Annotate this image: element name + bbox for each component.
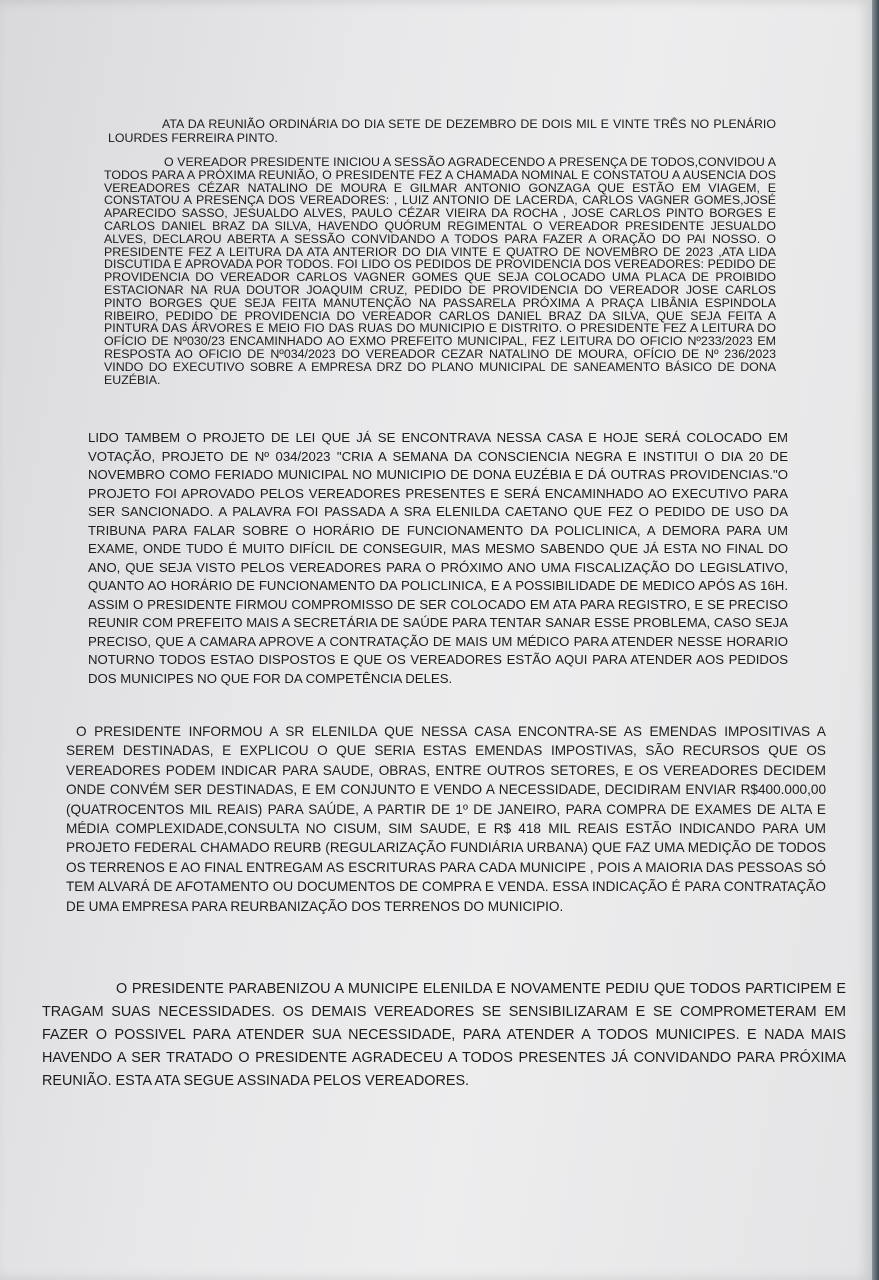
minutes-paragraph-4 [42,978,846,1093]
minutes-heading [108,118,776,146]
page-edge-shadow [872,0,879,1280]
heading-text: ATA DA REUNIÃO ORDINÁRIA DO DIA SETE DE DEZEMBRO DE DOIS MIL E VINTE TRÊS NO PLENÁRIO LOURDES FERREIRA PINTO. [108,117,776,145]
paragraph-1-text: O VEREADOR PRESIDENTE INICIOU A SESSÃO AGRADECENDO A PRESENÇA DE TODOS,CONVIDOU A TODOS PARA A PRÓXIMA REUNIÃO, O PRESIDENTE FEZ A CHAMADA NOMINAL E CONSTATOU A AUSENCIA DOS VEREADORES CÉZAR NATALINO DE MOURA E GILMAR ANTONIO GONZAGA QUE ESTÃO EM VIAGEM, E CONSTATOU A PRESENÇA DOS VEREADORES: , LUIZ ANTONIO DE LACERDA, CARLOS VAGNER GOMES,JOSÉ APARECIDO SASSO, JESUALDO ALVES, PAULO CÉZAR VIEIRA DA ROCHA , JOSE CARLOS PINTO BORGES E CARLOS DANIEL BRAZ DA SILVA, HAVENDO QUÓRUM REGIMENTAL O VEREADOR PRESIDENTE JESUALDO ALVES, DECLAROU ABERTA A SESSÃO CONVIDANDO A TODOS PARA FAZER A ORAÇÃO DO PAI NOSSO. O PRESIDENTE FEZ A LEITURA DA ATA ANTERIOR DO DIA VINTE E QUATRO DE NOVEMBRO DE 2023 ,ATA LIDA DISCUTIDA E APROVADA POR TODOS. FOI LIDO OS PEDIDOS DE PROVIDENCIA DOS VEREADORES: PEDIDO DE PROVIDENCIA DO VEREADOR CARLOS VAGNER GOMES QUE SEJA COLOCADO UMA PLACA DE PROIBIDO ESTACIONAR NA RUA DOUTOR JOAQUIM CRUZ, PEDIDO DE PROVIDENCIA DO VEREADOR JOSE CARLOS PINTO BORGES QUE SEJA FEITA MANUTENÇÃO NA PASSARELA PRÓXIMA A PRAÇA LIBÂNIA ESPINDOLA RIBEIRO, PEDIDO DE PROVIDENCIA DO VEREADOR CARLOS DANIEL BRAZ DA SILVA, QUE SEJA FEITA A PINTURA DAS ÁRVORES E MEIO FIO DAS RUAS DO MUNICIPIO E DISTRITO. O PRESIDENTE FEZ A LEITURA DO OFÍCIO DE Nº030/23 ENCAMINHADO AO EXMO PREFEITO MUNICIPAL, FEZ LEITURA DO OFICIO Nº233/2023 EM RESPOSTA AO OFICIO DE Nº034/2023 DO VEREADOR CEZAR NATALINO DE MOURA, OFÍCIO DE Nº 236/2023 VINDO DO EXECUTIVO SOBRE A EMPRESA DRZ DO PLANO MUNICIPAL DE SANEAMENTO BÁSICO DE DONA EUZÉBIA. [104,155,776,387]
minutes-paragraph-1 [104,156,776,386]
paragraph-3-text: O PRESIDENTE INFORMOU A SR ELENILDA QUE NESSA CASA ENCONTRA-SE AS EMENDAS IMPOSITIVAS A SEREM DESTINADAS, E EXPLICOU O QUE SERIA ESTAS EMENDAS IMPOSTIVAS, SÃO RECURSOS QUE OS VEREADORES PODEM INDICAR PARA SAUDE, OBRAS, ENTRE OUTROS SETORES, E OS VEREADORES DECIDEM ONDE CONVÉM SER DESTINADAS, E EM CONJUNTO E VENDO A NECESSIDADE, DECIDIRAM ENVIAR R$400.000,00 (QUATROCENTOS MIL REAIS) PARA SAÚDE, A PARTIR DE 1º DE JANEIRO, PARA COMPRA DE EXAMES DE ALTA E MÉDIA COMPLEXIDADE,CONSULTA NO CISUM, SIM SAUDE, E R$ 418 MIL REAIS ESTÃO INDICANDO PARA UM PROJETO FEDERAL CHAMADO REURB (REGULARIZAÇÃO FUNDIÁRIA URBANA) QUE FAZ UMA MEDIÇÃO DE TODOS OS TERRENOS E AO FINAL ENTREGAM AS ESCRITURAS PARA CADA MUNICIPE , POIS A MAIORIA DAS PESSOAS SÓ TEM ALVARÁ DE AFOTAMENTO OU DOCUMENTOS DE COMPRA E VENDA. ESSA INDICAÇÃO É PARA CONTRATAÇÃO DE UMA EMPRESA PARA REURBANIZAÇÃO DOS TERRENOS DO MUNICIPIO. [66,724,826,914]
minutes-paragraph-3 [66,722,826,916]
paragraph-4-text: O PRESIDENTE PARABENIZOU A MUNICIPE ELENILDA E NOVAMENTE PEDIU QUE TODOS PARTICIPEM E TRAGAM SUAS NECESSIDADES. OS DEMAIS VEREADORES SE SENSIBILIZARAM E SE COMPROMETERAM EM FAZER O POSSIVEL PARA ATENDER SUA NECESSIDADE, PARA ATENDER A TODOS MUNICIPES. E NADA MAIS HAVENDO A SER TRATADO O PRESIDENTE AGRADECEU A TODOS PRESENTES JÁ CONVIDANDO PARA PRÓXIMA REUNIÃO. ESTA ATA SEGUE ASSINADA PELOS VEREADORES. [42,981,846,1089]
minutes-paragraph-2 [88,429,788,688]
paragraph-2-text: LIDO TAMBEM O PROJETO DE LEI QUE JÁ SE ENCONTRAVA NESSA CASA E HOJE SERÁ COLOCADO EM VOTAÇÃO, PROJETO DE Nº 034/2023 "CRIA A SEMANA DA CONSCIENCIA NEGRA E INSTITUI O DIA 20 DE NOVEMBRO COMO FERIADO MUNICIPAL NO MUNICIPIO DE DONA EUZÉBIA E DÁ OUTRAS PROVIDENCIAS."O PROJETO FOI APROVADO PELOS VEREADORES PRESENTES E SERÁ ENCAMINHADO AO EXECUTIVO PARA SER SANCIONADO. A PALAVRA FOI PASSADA A SRA ELENILDA CAETANO QUE FEZ O PEDIDO DE USO DA TRIBUNA PARA FALAR SOBRE O HORÁRIO DE FUNCIONAMENTO DA POLICLINICA, A DEMORA PARA UM EXAME, ONDE TUDO É MUITO DIFÍCIL DE CONSEGUIR, MAS MESMO SABENDO QUE JÁ ESTA NO FINAL DO ANO, QUE SEJA VISTO PELOS VEREADORES PARA O PRÓXIMO ANO UMA FISCALIZAÇÃO DO LEGISLATIVO, QUANTO AO HORÁRIO DE FUNCIONAMENTO DA POLICLINICA, E A POSSIBILIDADE DE MEDICO APÓS AS 16H. ASSIM O PRESIDENTE FIRMOU COMPROMISSO DE SER COLOCADO EM ATA PARA REGISTRO, E SE PRECISO REUNIR COM PREFEITO MAIS A SECRETÁRIA DE SAÚDE PARA TENTAR SANAR ESSE PROBLEMA, CASO SEJA PRECISO, QUE A CAMARA APROVE A CONTRATAÇÃO DE MAIS UM MÉDICO PARA ATENDER NESSE HORARIO NOTURNO TODOS ESTAO DISPOSTOS E QUE OS VEREADORES ESTÃO AQUI PARA ATENDER AOS PEDIDOS DOS MUNICIPES NO QUE FOR DA COMPETÊNCIA DELES. [88,430,788,686]
